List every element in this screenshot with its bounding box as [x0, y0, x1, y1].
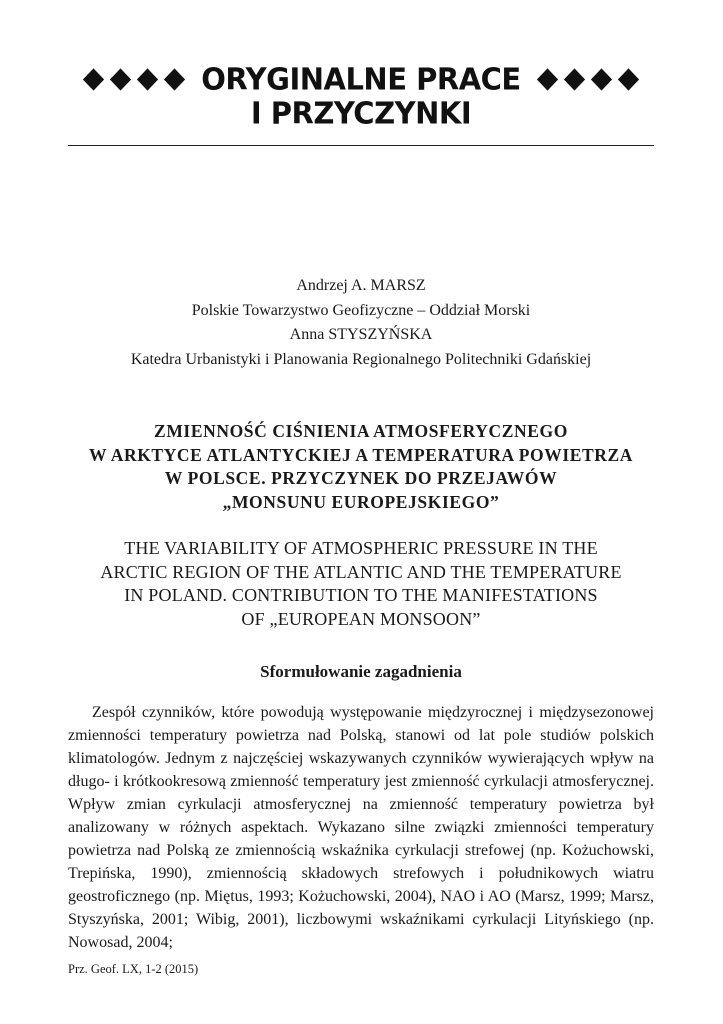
diamond-icon [164, 68, 185, 90]
section-heading: Sformułowanie zagadnienia [260, 662, 462, 681]
title-polish [60, 420, 662, 514]
section-header [68, 62, 654, 130]
author-2-name: Anna STYSZYŃSKA [289, 326, 433, 343]
diamond-icon [618, 68, 639, 90]
header-line-2 [68, 95, 654, 131]
left-diamond-icons [83, 71, 185, 87]
author-block [68, 274, 654, 372]
title-polish-line: ZMIENNOŚĆ CIŚNIENIA ATMOSFERYCZNEGO [154, 421, 568, 441]
title-english-line: OF „EUROPEAN MONSOON” [241, 608, 481, 629]
title-polish-line: W POLSCE. PRZYCZYNEK DO PRZEJAWÓW [164, 468, 558, 488]
diamond-icon [110, 68, 131, 90]
diamond-icon [591, 68, 612, 90]
author-1-affiliation: Polskie Towarzystwo Geofizyczne – Oddział Morski [191, 301, 531, 319]
header-divider [68, 145, 654, 146]
diamond-icon [537, 68, 558, 90]
title-polish-line: „MONSUNU EUROPEJSKIEGO” [222, 491, 500, 512]
header-title-line-1: ORYGINALNE PRACE [201, 61, 521, 97]
diamond-icon [564, 68, 585, 90]
header-title-line-2: I PRZYCZYNKI [250, 95, 472, 131]
diamond-icon [83, 68, 104, 90]
title-english [60, 537, 662, 631]
title-polish-line: W ARKTYCE ATLANTYCKIEJ A TEMPERATURA POWIETRZA [88, 444, 634, 465]
body-paragraph: Zespół czynników, które powodują występowanie międzyrocznej i międzysezonowej zmienności temperatury powietrza nad Polską, stanowi od lat pole studiów polskich klimatologów. Jednym z najczęściej wskazywanych czynników wywierających wpływ na długo- i krótkookresową zmienność temperatury jest zmienność cyrkulacji atmosferycznej. Wpływ zmian cyrkulacji atmosferycznej na zmienność temperatury powietrza był analizowany w różnych aspektach. Wykazano silne związki zmienności temperatury powietrza nad Polską ze zmiennością wskaźnika cyrkulacji strefowej (np. Kożuchowski, Trepińska, 1990), zmiennością składowych strefowych i południkowych wiatru geostroficznego (np. Miętus, 1993; Kożuchowski, 2004), NAO i AO (Marsz, 1999; Marsz, Styszyńska, 2001; Wibig, 2001), liczbowymi wskaźnikami cyrkulacji Lityńskiego (np. Nowosad, 2004; [68, 704, 654, 951]
title-english-line: THE VARIABILITY OF ATMOSPHERIC PRESSURE IN THE [124, 538, 598, 558]
title-english-line: IN POLAND. CONTRIBUTION TO THE MANIFESTATIONS [124, 585, 598, 605]
author-1-name: Andrzej A. MARSZ [296, 277, 426, 294]
journal-footer: Prz. Geof. LX, 1-2 (2015) [68, 962, 199, 976]
right-diamond-icons [537, 71, 639, 87]
title-english-line: ARCTIC REGION OF THE ATLANTIC AND THE TEMPERATURE [100, 561, 622, 582]
diamond-icon [137, 68, 158, 90]
header-line-1 [68, 61, 654, 97]
author-2-affiliation: Katedra Urbanistyki i Planowania Regionalnego Politechniki Gdańskiej [130, 350, 592, 368]
